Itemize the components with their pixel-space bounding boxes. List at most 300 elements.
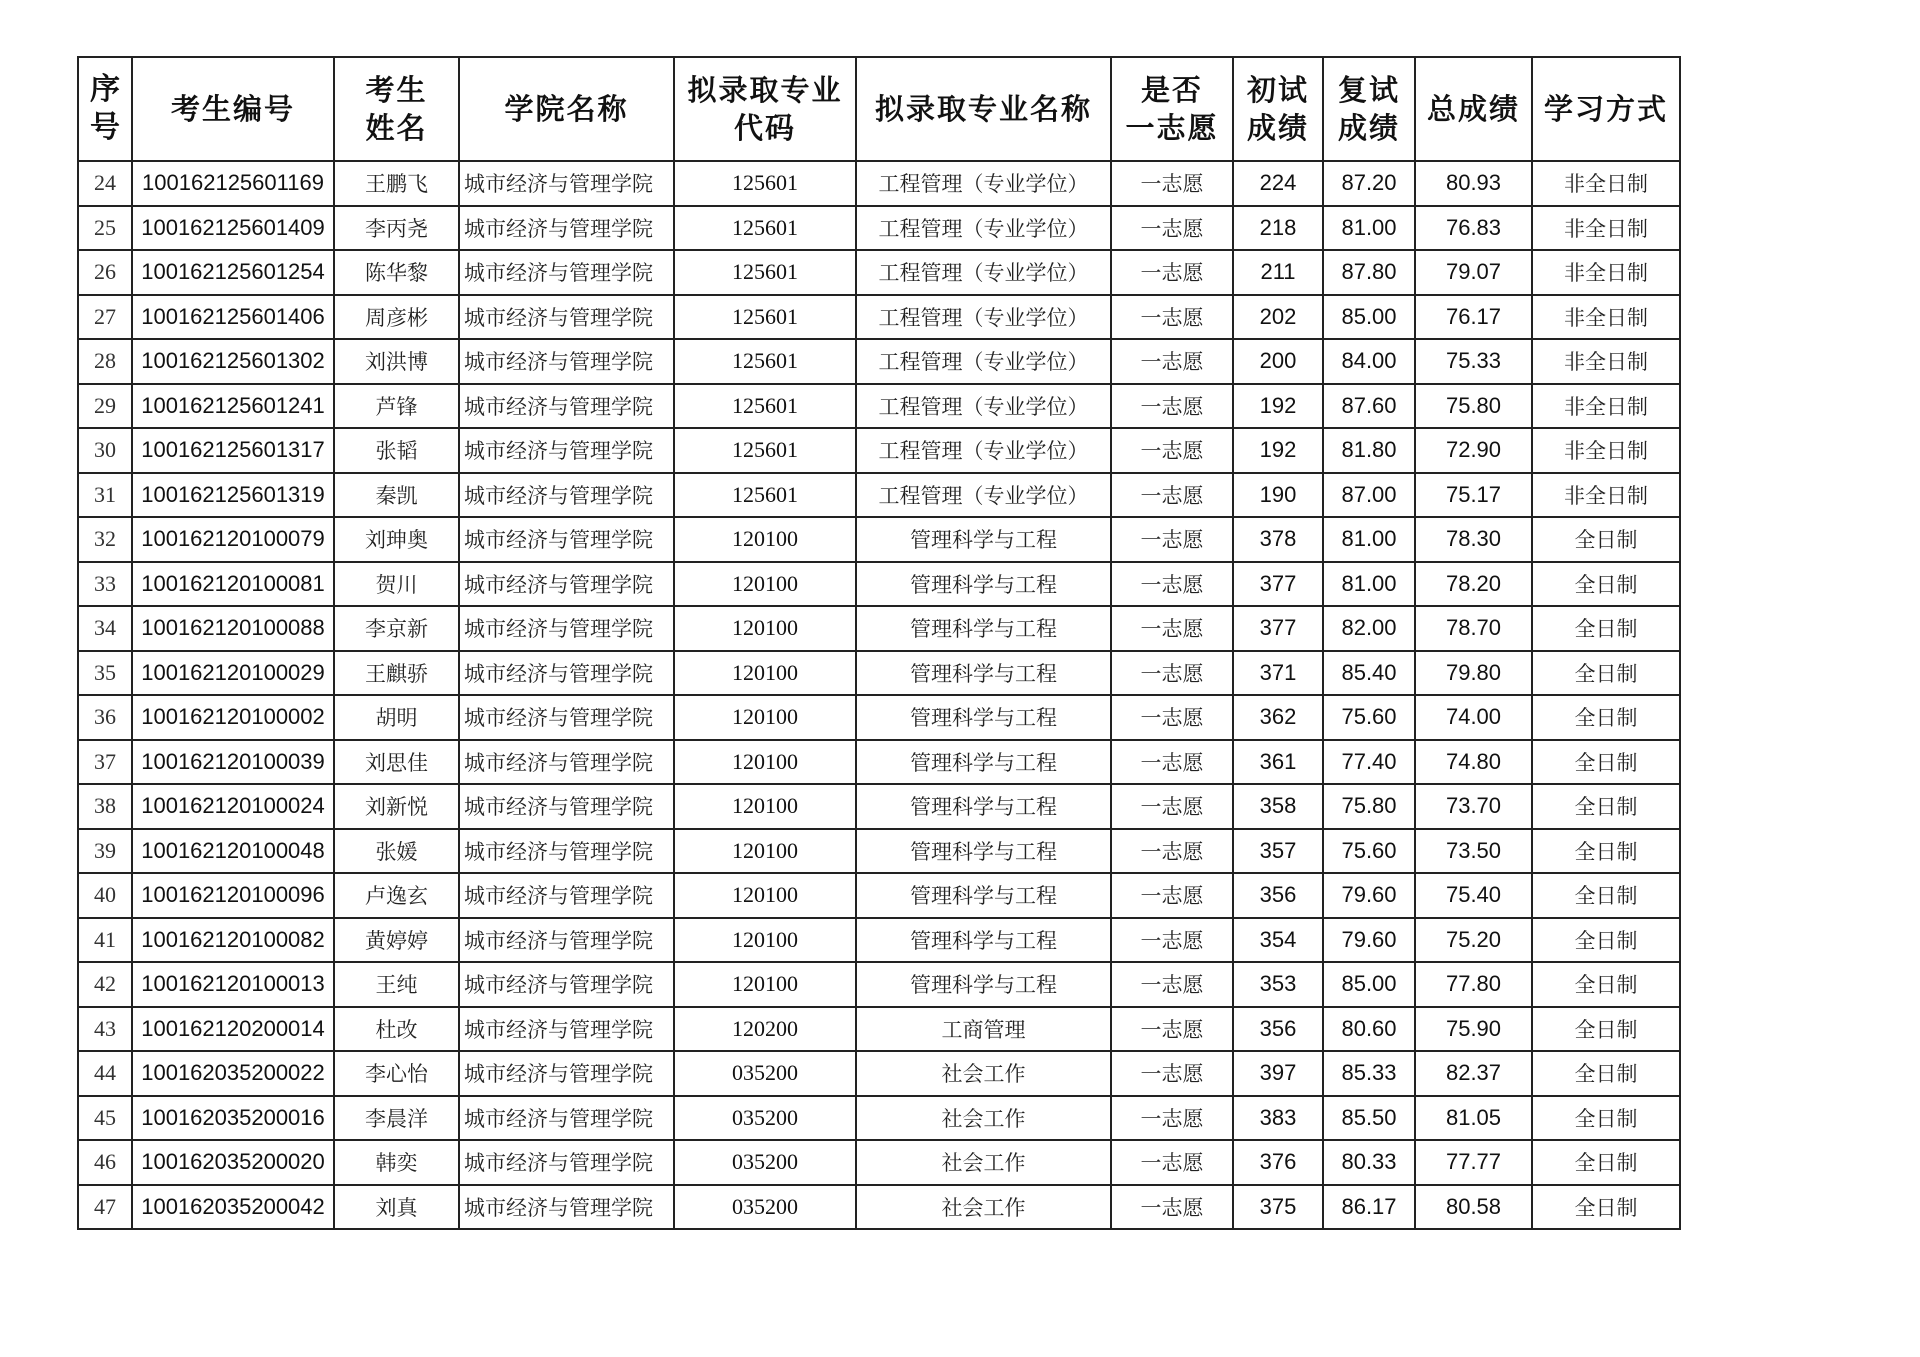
cell-major-name: 工程管理（专业学位） xyxy=(856,206,1111,251)
cell-study-mode: 非全日制 xyxy=(1532,206,1680,251)
cell-college: 城市经济与管理学院 xyxy=(459,740,674,785)
cell-major-name: 工商管理 xyxy=(856,1007,1111,1052)
cell-retest-score: 75.60 xyxy=(1323,695,1415,740)
cell-study-mode: 全日制 xyxy=(1532,918,1680,963)
table-header xyxy=(78,57,1680,161)
cell-first-choice: 一志愿 xyxy=(1111,695,1233,740)
cell-college: 城市经济与管理学院 xyxy=(459,1051,674,1096)
cell-study-mode: 非全日制 xyxy=(1532,384,1680,429)
cell-first-choice: 一志愿 xyxy=(1111,1140,1233,1185)
cell-name: 刘洪博 xyxy=(334,339,459,384)
cell-college: 城市经济与管理学院 xyxy=(459,829,674,874)
cell-total-score: 73.70 xyxy=(1415,784,1532,829)
cell-major-code: 125601 xyxy=(674,384,856,429)
cell-prelim-score: 356 xyxy=(1233,1007,1323,1052)
cell-major-name: 工程管理（专业学位） xyxy=(856,161,1111,206)
cell-college: 城市经济与管理学院 xyxy=(459,1185,674,1230)
cell-major-name: 管理科学与工程 xyxy=(856,695,1111,740)
cell-retest-score: 80.60 xyxy=(1323,1007,1415,1052)
header-id: 考生编号 xyxy=(132,57,334,161)
cell-seq: 39 xyxy=(78,829,132,874)
cell-retest-score: 79.60 xyxy=(1323,873,1415,918)
table-row xyxy=(78,873,1680,918)
table-row xyxy=(78,695,1680,740)
cell-major-code: 125601 xyxy=(674,473,856,518)
cell-retest-score: 87.80 xyxy=(1323,250,1415,295)
cell-major-name: 社会工作 xyxy=(856,1185,1111,1230)
cell-study-mode: 非全日制 xyxy=(1532,295,1680,340)
cell-study-mode: 非全日制 xyxy=(1532,428,1680,473)
cell-first-choice: 一志愿 xyxy=(1111,740,1233,785)
cell-retest-score: 79.60 xyxy=(1323,918,1415,963)
header-first-choice: 是否 一志愿 xyxy=(1111,57,1233,161)
cell-first-choice: 一志愿 xyxy=(1111,918,1233,963)
cell-prelim-score: 192 xyxy=(1233,428,1323,473)
cell-college: 城市经济与管理学院 xyxy=(459,962,674,1007)
cell-seq: 31 xyxy=(78,473,132,518)
cell-first-choice: 一志愿 xyxy=(1111,873,1233,918)
header-prelim: 初试 成绩 xyxy=(1233,57,1323,161)
cell-total-score: 79.80 xyxy=(1415,651,1532,696)
cell-seq: 33 xyxy=(78,562,132,607)
cell-total-score: 75.33 xyxy=(1415,339,1532,384)
cell-study-mode: 全日制 xyxy=(1532,962,1680,1007)
cell-total-score: 77.77 xyxy=(1415,1140,1532,1185)
cell-prelim-score: 383 xyxy=(1233,1096,1323,1141)
cell-total-score: 81.05 xyxy=(1415,1096,1532,1141)
cell-name: 韩奕 xyxy=(334,1140,459,1185)
table-row xyxy=(78,606,1680,651)
cell-major-code: 125601 xyxy=(674,250,856,295)
cell-candidate-id: 100162125601254 xyxy=(132,250,334,295)
cell-name: 王纯 xyxy=(334,962,459,1007)
cell-total-score: 74.80 xyxy=(1415,740,1532,785)
cell-candidate-id: 100162120100048 xyxy=(132,829,334,874)
header-major: 拟录取专业名称 xyxy=(856,57,1111,161)
cell-candidate-id: 100162125601302 xyxy=(132,339,334,384)
cell-major-name: 工程管理（专业学位） xyxy=(856,428,1111,473)
cell-name: 李晨洋 xyxy=(334,1096,459,1141)
table-row xyxy=(78,517,1680,562)
cell-seq: 43 xyxy=(78,1007,132,1052)
cell-major-name: 社会工作 xyxy=(856,1051,1111,1096)
cell-major-code: 125601 xyxy=(674,161,856,206)
header-college: 学院名称 xyxy=(459,57,674,161)
cell-first-choice: 一志愿 xyxy=(1111,428,1233,473)
cell-name: 贺川 xyxy=(334,562,459,607)
cell-college: 城市经济与管理学院 xyxy=(459,918,674,963)
table-body xyxy=(78,161,1680,1229)
cell-seq: 27 xyxy=(78,295,132,340)
cell-seq: 40 xyxy=(78,873,132,918)
cell-college: 城市经济与管理学院 xyxy=(459,784,674,829)
cell-seq: 44 xyxy=(78,1051,132,1096)
cell-major-name: 管理科学与工程 xyxy=(856,517,1111,562)
table-row xyxy=(78,384,1680,429)
cell-college: 城市经济与管理学院 xyxy=(459,250,674,295)
table-row xyxy=(78,428,1680,473)
cell-total-score: 74.00 xyxy=(1415,695,1532,740)
cell-candidate-id: 100162120100039 xyxy=(132,740,334,785)
cell-candidate-id: 100162125601241 xyxy=(132,384,334,429)
cell-first-choice: 一志愿 xyxy=(1111,1051,1233,1096)
cell-candidate-id: 100162120100081 xyxy=(132,562,334,607)
cell-major-code: 120100 xyxy=(674,784,856,829)
cell-first-choice: 一志愿 xyxy=(1111,829,1233,874)
cell-first-choice: 一志愿 xyxy=(1111,206,1233,251)
cell-retest-score: 87.20 xyxy=(1323,161,1415,206)
cell-college: 城市经济与管理学院 xyxy=(459,295,674,340)
cell-candidate-id: 100162125601317 xyxy=(132,428,334,473)
cell-prelim-score: 218 xyxy=(1233,206,1323,251)
cell-first-choice: 一志愿 xyxy=(1111,473,1233,518)
cell-college: 城市经济与管理学院 xyxy=(459,873,674,918)
cell-prelim-score: 358 xyxy=(1233,784,1323,829)
header-name: 考生 姓名 xyxy=(334,57,459,161)
header-total: 总成绩 xyxy=(1415,57,1532,161)
header-code: 拟录取专业 代码 xyxy=(674,57,856,161)
cell-college: 城市经济与管理学院 xyxy=(459,651,674,696)
table-row xyxy=(78,1096,1680,1141)
cell-major-name: 管理科学与工程 xyxy=(856,873,1111,918)
cell-name: 杜改 xyxy=(334,1007,459,1052)
table-row xyxy=(78,295,1680,340)
cell-major-code: 120100 xyxy=(674,606,856,651)
cell-prelim-score: 200 xyxy=(1233,339,1323,384)
cell-college: 城市经济与管理学院 xyxy=(459,1096,674,1141)
cell-first-choice: 一志愿 xyxy=(1111,339,1233,384)
cell-name: 黄婷婷 xyxy=(334,918,459,963)
cell-prelim-score: 356 xyxy=(1233,873,1323,918)
cell-prelim-score: 353 xyxy=(1233,962,1323,1007)
cell-retest-score: 81.00 xyxy=(1323,517,1415,562)
cell-candidate-id: 100162035200020 xyxy=(132,1140,334,1185)
cell-candidate-id: 100162120100082 xyxy=(132,918,334,963)
cell-seq: 37 xyxy=(78,740,132,785)
cell-seq: 34 xyxy=(78,606,132,651)
cell-prelim-score: 375 xyxy=(1233,1185,1323,1230)
cell-major-name: 工程管理（专业学位） xyxy=(856,473,1111,518)
cell-seq: 41 xyxy=(78,918,132,963)
cell-retest-score: 81.00 xyxy=(1323,206,1415,251)
cell-study-mode: 非全日制 xyxy=(1532,250,1680,295)
cell-prelim-score: 397 xyxy=(1233,1051,1323,1096)
cell-prelim-score: 354 xyxy=(1233,918,1323,963)
cell-seq: 26 xyxy=(78,250,132,295)
cell-candidate-id: 100162120100029 xyxy=(132,651,334,696)
cell-prelim-score: 378 xyxy=(1233,517,1323,562)
cell-seq: 30 xyxy=(78,428,132,473)
cell-first-choice: 一志愿 xyxy=(1111,651,1233,696)
cell-college: 城市经济与管理学院 xyxy=(459,606,674,651)
cell-seq: 45 xyxy=(78,1096,132,1141)
table-row xyxy=(78,651,1680,696)
cell-major-code: 125601 xyxy=(674,428,856,473)
cell-first-choice: 一志愿 xyxy=(1111,606,1233,651)
cell-major-code: 120100 xyxy=(674,962,856,1007)
cell-study-mode: 全日制 xyxy=(1532,562,1680,607)
cell-major-name: 管理科学与工程 xyxy=(856,829,1111,874)
cell-total-score: 75.90 xyxy=(1415,1007,1532,1052)
table-row xyxy=(78,829,1680,874)
table-row xyxy=(78,339,1680,384)
cell-major-name: 管理科学与工程 xyxy=(856,962,1111,1007)
cell-name: 刘思佳 xyxy=(334,740,459,785)
table-row xyxy=(78,1051,1680,1096)
cell-retest-score: 81.80 xyxy=(1323,428,1415,473)
cell-name: 李京新 xyxy=(334,606,459,651)
cell-prelim-score: 192 xyxy=(1233,384,1323,429)
cell-first-choice: 一志愿 xyxy=(1111,1096,1233,1141)
cell-major-code: 120200 xyxy=(674,1007,856,1052)
cell-study-mode: 非全日制 xyxy=(1532,473,1680,518)
cell-prelim-score: 357 xyxy=(1233,829,1323,874)
cell-prelim-score: 190 xyxy=(1233,473,1323,518)
cell-total-score: 75.80 xyxy=(1415,384,1532,429)
cell-major-name: 管理科学与工程 xyxy=(856,562,1111,607)
cell-candidate-id: 100162035200042 xyxy=(132,1185,334,1230)
cell-first-choice: 一志愿 xyxy=(1111,161,1233,206)
cell-total-score: 82.37 xyxy=(1415,1051,1532,1096)
cell-candidate-id: 100162120100013 xyxy=(132,962,334,1007)
cell-major-name: 工程管理（专业学位） xyxy=(856,384,1111,429)
cell-name: 刘珅奥 xyxy=(334,517,459,562)
cell-total-score: 72.90 xyxy=(1415,428,1532,473)
cell-name: 张媛 xyxy=(334,829,459,874)
cell-seq: 25 xyxy=(78,206,132,251)
cell-study-mode: 全日制 xyxy=(1532,829,1680,874)
cell-major-code: 125601 xyxy=(674,295,856,340)
cell-prelim-score: 376 xyxy=(1233,1140,1323,1185)
cell-major-name: 管理科学与工程 xyxy=(856,651,1111,696)
cell-college: 城市经济与管理学院 xyxy=(459,517,674,562)
cell-major-name: 工程管理（专业学位） xyxy=(856,250,1111,295)
cell-retest-score: 81.00 xyxy=(1323,562,1415,607)
cell-major-name: 管理科学与工程 xyxy=(856,784,1111,829)
cell-major-code: 035200 xyxy=(674,1051,856,1096)
cell-candidate-id: 100162120100024 xyxy=(132,784,334,829)
cell-prelim-score: 377 xyxy=(1233,562,1323,607)
cell-total-score: 76.83 xyxy=(1415,206,1532,251)
cell-retest-score: 87.60 xyxy=(1323,384,1415,429)
cell-name: 胡明 xyxy=(334,695,459,740)
cell-candidate-id: 100162035200016 xyxy=(132,1096,334,1141)
table-row xyxy=(78,250,1680,295)
cell-major-code: 120100 xyxy=(674,873,856,918)
cell-candidate-id: 100162120100079 xyxy=(132,517,334,562)
cell-first-choice: 一志愿 xyxy=(1111,250,1233,295)
table-row xyxy=(78,206,1680,251)
cell-major-name: 社会工作 xyxy=(856,1140,1111,1185)
cell-seq: 32 xyxy=(78,517,132,562)
cell-major-code: 120100 xyxy=(674,829,856,874)
cell-total-score: 78.70 xyxy=(1415,606,1532,651)
cell-first-choice: 一志愿 xyxy=(1111,962,1233,1007)
cell-major-code: 125601 xyxy=(674,339,856,384)
cell-study-mode: 全日制 xyxy=(1532,1051,1680,1096)
cell-first-choice: 一志愿 xyxy=(1111,1185,1233,1230)
cell-college: 城市经济与管理学院 xyxy=(459,206,674,251)
cell-major-code: 120100 xyxy=(674,918,856,963)
cell-major-code: 120100 xyxy=(674,517,856,562)
cell-candidate-id: 100162125601406 xyxy=(132,295,334,340)
cell-retest-score: 85.00 xyxy=(1323,962,1415,1007)
cell-major-code: 120100 xyxy=(674,562,856,607)
cell-first-choice: 一志愿 xyxy=(1111,562,1233,607)
cell-study-mode: 全日制 xyxy=(1532,651,1680,696)
cell-seq: 36 xyxy=(78,695,132,740)
table-row xyxy=(78,962,1680,1007)
cell-retest-score: 75.80 xyxy=(1323,784,1415,829)
cell-retest-score: 82.00 xyxy=(1323,606,1415,651)
cell-total-score: 79.07 xyxy=(1415,250,1532,295)
cell-study-mode: 全日制 xyxy=(1532,740,1680,785)
cell-prelim-score: 211 xyxy=(1233,250,1323,295)
cell-total-score: 80.58 xyxy=(1415,1185,1532,1230)
cell-candidate-id: 100162120100088 xyxy=(132,606,334,651)
cell-first-choice: 一志愿 xyxy=(1111,384,1233,429)
cell-major-code: 125601 xyxy=(674,206,856,251)
cell-first-choice: 一志愿 xyxy=(1111,295,1233,340)
cell-retest-score: 85.50 xyxy=(1323,1096,1415,1141)
cell-seq: 29 xyxy=(78,384,132,429)
cell-name: 周彦彬 xyxy=(334,295,459,340)
admission-table xyxy=(77,56,1681,1230)
table-row xyxy=(78,1185,1680,1230)
cell-college: 城市经济与管理学院 xyxy=(459,339,674,384)
cell-college: 城市经济与管理学院 xyxy=(459,161,674,206)
cell-name: 卢逸玄 xyxy=(334,873,459,918)
cell-seq: 28 xyxy=(78,339,132,384)
cell-name: 王麒骄 xyxy=(334,651,459,696)
cell-first-choice: 一志愿 xyxy=(1111,517,1233,562)
cell-major-code: 120100 xyxy=(674,695,856,740)
cell-name: 李心怡 xyxy=(334,1051,459,1096)
table-row xyxy=(78,740,1680,785)
cell-study-mode: 非全日制 xyxy=(1532,161,1680,206)
cell-total-score: 76.17 xyxy=(1415,295,1532,340)
table-row xyxy=(78,562,1680,607)
cell-seq: 46 xyxy=(78,1140,132,1185)
cell-study-mode: 全日制 xyxy=(1532,1140,1680,1185)
header-row xyxy=(78,57,1680,161)
cell-retest-score: 87.00 xyxy=(1323,473,1415,518)
cell-major-code: 035200 xyxy=(674,1096,856,1141)
cell-college: 城市经济与管理学院 xyxy=(459,428,674,473)
cell-college: 城市经济与管理学院 xyxy=(459,384,674,429)
cell-name: 张韬 xyxy=(334,428,459,473)
cell-candidate-id: 100162125601409 xyxy=(132,206,334,251)
cell-study-mode: 全日制 xyxy=(1532,873,1680,918)
cell-name: 秦凯 xyxy=(334,473,459,518)
cell-prelim-score: 377 xyxy=(1233,606,1323,651)
cell-total-score: 80.93 xyxy=(1415,161,1532,206)
table-row xyxy=(78,1140,1680,1185)
cell-study-mode: 全日制 xyxy=(1532,1007,1680,1052)
cell-candidate-id: 100162120100096 xyxy=(132,873,334,918)
cell-prelim-score: 224 xyxy=(1233,161,1323,206)
cell-college: 城市经济与管理学院 xyxy=(459,562,674,607)
cell-major-code: 120100 xyxy=(674,651,856,696)
cell-name: 刘真 xyxy=(334,1185,459,1230)
cell-major-name: 工程管理（专业学位） xyxy=(856,295,1111,340)
cell-college: 城市经济与管理学院 xyxy=(459,1007,674,1052)
cell-first-choice: 一志愿 xyxy=(1111,784,1233,829)
cell-study-mode: 全日制 xyxy=(1532,695,1680,740)
cell-seq: 42 xyxy=(78,962,132,1007)
cell-total-score: 75.17 xyxy=(1415,473,1532,518)
cell-first-choice: 一志愿 xyxy=(1111,1007,1233,1052)
cell-retest-score: 85.00 xyxy=(1323,295,1415,340)
cell-seq: 24 xyxy=(78,161,132,206)
cell-major-name: 社会工作 xyxy=(856,1096,1111,1141)
cell-retest-score: 77.40 xyxy=(1323,740,1415,785)
cell-candidate-id: 100162035200022 xyxy=(132,1051,334,1096)
cell-prelim-score: 361 xyxy=(1233,740,1323,785)
cell-college: 城市经济与管理学院 xyxy=(459,1140,674,1185)
cell-retest-score: 80.33 xyxy=(1323,1140,1415,1185)
table-row xyxy=(78,784,1680,829)
cell-total-score: 73.50 xyxy=(1415,829,1532,874)
cell-prelim-score: 371 xyxy=(1233,651,1323,696)
cell-name: 芦锋 xyxy=(334,384,459,429)
cell-major-name: 管理科学与工程 xyxy=(856,740,1111,785)
cell-college: 城市经济与管理学院 xyxy=(459,695,674,740)
cell-retest-score: 75.60 xyxy=(1323,829,1415,874)
cell-study-mode: 全日制 xyxy=(1532,1185,1680,1230)
table-row xyxy=(78,161,1680,206)
cell-total-score: 77.80 xyxy=(1415,962,1532,1007)
cell-total-score: 78.30 xyxy=(1415,517,1532,562)
table-row xyxy=(78,473,1680,518)
cell-major-code: 035200 xyxy=(674,1140,856,1185)
cell-college: 城市经济与管理学院 xyxy=(459,473,674,518)
cell-total-score: 75.20 xyxy=(1415,918,1532,963)
cell-name: 刘新悦 xyxy=(334,784,459,829)
cell-major-code: 120100 xyxy=(674,740,856,785)
header-retest: 复试 成绩 xyxy=(1323,57,1415,161)
cell-name: 李丙尧 xyxy=(334,206,459,251)
cell-major-name: 管理科学与工程 xyxy=(856,606,1111,651)
cell-study-mode: 非全日制 xyxy=(1532,339,1680,384)
cell-study-mode: 全日制 xyxy=(1532,784,1680,829)
cell-major-code: 035200 xyxy=(674,1185,856,1230)
header-mode: 学习方式 xyxy=(1532,57,1680,161)
cell-candidate-id: 100162125601319 xyxy=(132,473,334,518)
cell-candidate-id: 100162125601169 xyxy=(132,161,334,206)
cell-candidate-id: 100162120100002 xyxy=(132,695,334,740)
cell-retest-score: 86.17 xyxy=(1323,1185,1415,1230)
header-seq: 序 号 xyxy=(78,57,132,161)
cell-retest-score: 84.00 xyxy=(1323,339,1415,384)
cell-seq: 35 xyxy=(78,651,132,696)
cell-major-name: 管理科学与工程 xyxy=(856,918,1111,963)
cell-study-mode: 全日制 xyxy=(1532,606,1680,651)
table-row xyxy=(78,1007,1680,1052)
cell-prelim-score: 362 xyxy=(1233,695,1323,740)
cell-study-mode: 全日制 xyxy=(1532,517,1680,562)
cell-candidate-id: 100162120200014 xyxy=(132,1007,334,1052)
cell-total-score: 75.40 xyxy=(1415,873,1532,918)
table-row xyxy=(78,918,1680,963)
cell-study-mode: 全日制 xyxy=(1532,1096,1680,1141)
cell-major-name: 工程管理（专业学位） xyxy=(856,339,1111,384)
cell-prelim-score: 202 xyxy=(1233,295,1323,340)
cell-name: 陈华黎 xyxy=(334,250,459,295)
cell-seq: 47 xyxy=(78,1185,132,1230)
cell-total-score: 78.20 xyxy=(1415,562,1532,607)
cell-name: 王鹏飞 xyxy=(334,161,459,206)
